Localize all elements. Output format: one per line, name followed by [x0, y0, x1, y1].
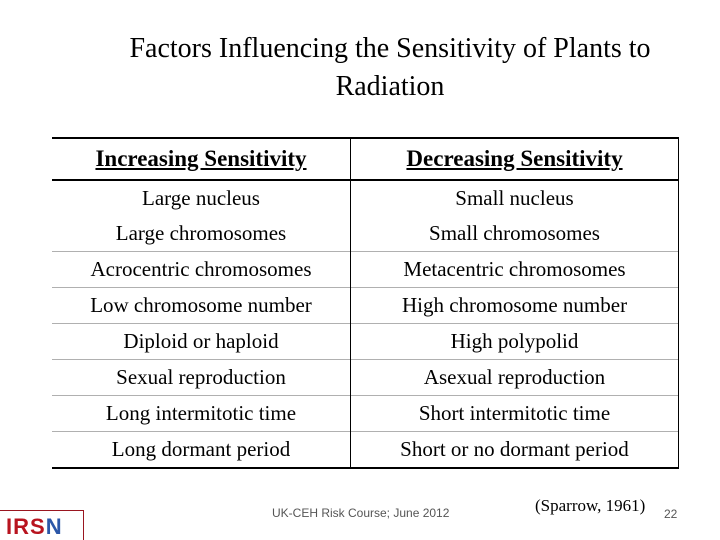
irsn-logo — [0, 510, 84, 540]
table-cell-increasing: Large chromosomes — [115, 221, 287, 245]
table-cell-decreasing: Small nucleus — [351, 180, 679, 216]
logo-text-accent: N — [45, 514, 63, 539]
table-cell-increasing: Diploid or haploid — [52, 324, 351, 360]
slide-title-line-1: Factors Influencing the Sensitivity of Plants to — [129, 33, 651, 64]
table-row — [52, 324, 679, 360]
table-row — [52, 360, 679, 396]
table-header-row — [52, 138, 679, 180]
table-cell-decreasing: Short or no dormant period — [351, 432, 679, 469]
footer-course-text: UK-CEH Risk Course; June 2012 — [272, 506, 450, 520]
page-number: 22 — [664, 507, 678, 521]
slide-title-line-2: Radiation — [335, 71, 445, 102]
sensitivity-factors-table — [52, 137, 679, 469]
table-cell-increasing: Low chromosome number — [52, 288, 351, 324]
table-cell-decreasing: Small chromosomes — [351, 216, 679, 252]
column-header-decreasing: Decreasing Sensitivity — [351, 138, 679, 180]
table-cell-increasing: Sexual reproduction — [52, 360, 351, 396]
table-cell-decreasing: High chromosome number — [351, 288, 679, 324]
irsn-logo-text — [6, 514, 63, 540]
column-header-increasing: Increasing Sensitivity — [52, 138, 351, 180]
logo-text-main: IRS — [6, 514, 46, 539]
table-cell-increasing: Large nucleus — [52, 180, 351, 216]
table-row — [52, 252, 679, 288]
citation: (Sparrow, 1961) — [535, 496, 646, 515]
table-cell-decreasing: Short intermitotic time — [351, 396, 679, 432]
table-row — [52, 180, 679, 216]
table-row — [52, 432, 679, 469]
table-cell-increasing: Acrocentric chromosomes — [52, 252, 351, 288]
table-row — [52, 396, 679, 432]
table-cell-increasing: Long dormant period — [52, 432, 351, 469]
table-row — [52, 216, 679, 252]
table-cell-decreasing: Asexual reproduction — [351, 360, 679, 396]
table-cell-decreasing: Metacentric chromosomes — [351, 252, 679, 288]
table-row — [52, 288, 679, 324]
table-cell-increasing: Long intermitotic time — [52, 396, 351, 432]
table-cell-decreasing: High polypolid — [351, 324, 679, 360]
slide-title — [80, 30, 700, 106]
